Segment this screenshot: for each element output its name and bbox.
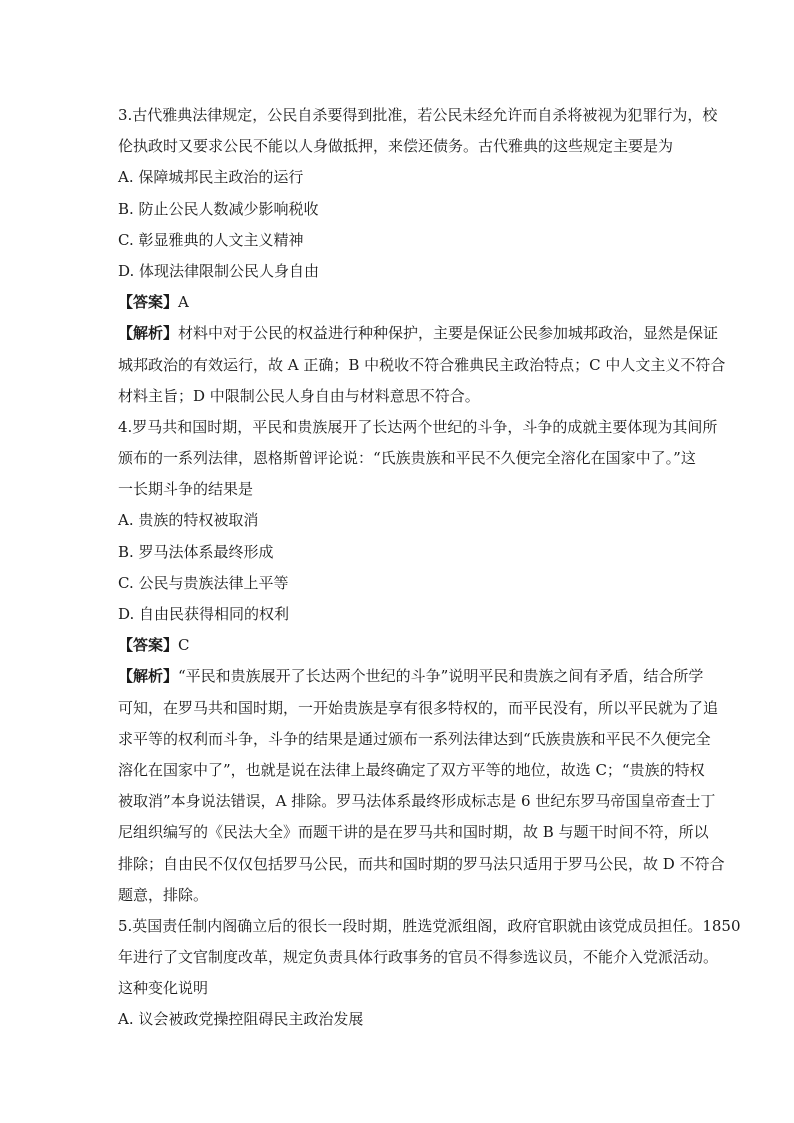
option-d: D. 自由民获得相同的权利 [118, 605, 290, 623]
option-a: A. 贵族的特权被取消 [118, 511, 259, 530]
analysis-text: “平民和贵族展开了长达两个世纪的斗争”说明平民和贵族之间有矛盾，结合所学 [178, 667, 704, 686]
document-content [118, 100, 741, 1036]
option-a: A. 议会被政党操控阻碍民主政治发展 [118, 1010, 364, 1029]
question-stem-line: 颁布的一系列法律，恩格斯曾评论说：“氏族贵族和平民不久便完全溶化在国家中了。”这 [118, 449, 696, 468]
analysis-line: 可知，在罗马共和国时期，一开始贵族是享有很多特权的，而平民没有，所以平民就为了追 [118, 698, 719, 717]
question-stem-line: 伦执政时又要求公民不能以人身做抵押，来偿还债务。古代雅典的这些规定主要是为 [118, 137, 674, 156]
analysis-line: 求平等的权利而斗争，斗争的结果是通过颁布一系列法律达到“氏族贵族和平民不久便完全 [118, 729, 711, 748]
question-stem-line: 4.罗马共和国时期，平民和贵族展开了长达两个世纪的斗争，斗争的成就主要体现为其间所 [118, 417, 718, 436]
analysis-line [118, 318, 719, 349]
question-stem-line: 5.英国责任制内阁确立后的很长一段时期，胜选党派组阁，政府官职就由该党成员担任。1850 [118, 916, 741, 935]
option-c: C. 彰显雅典的人文主义精神 [118, 230, 304, 249]
option-b: B. 防止公民人数减少影响税收 [118, 199, 319, 218]
question-stem-line: 年进行了文官制度改革，规定负责具体行政事务的官员不得参选议员，不能介入党派活动。 [118, 948, 719, 967]
answer-line [118, 630, 678, 661]
answer-line [118, 287, 678, 318]
answer-value: C [178, 636, 190, 655]
answer-value: A [178, 293, 189, 312]
analysis-line: 城邦政治的有效运行，故 A 正确；B 中税收不符合雅典民主政治特点；C 中人文主义不符合 [118, 355, 726, 374]
analysis-text: 材料中对于公民的权益进行种种保护，主要是保证公民参加城邦政治，显然是保证 [178, 324, 719, 343]
analysis-line: 排除；自由民不仅仅包括罗马公民，而共和国时期的罗马法只适用于罗马公民，故 D 不符合 [118, 854, 725, 873]
analysis-tag: 【解析】 [118, 324, 179, 343]
analysis-line [118, 661, 704, 692]
option-b: B. 罗马法体系最终形成 [118, 542, 274, 561]
option-c: C. 公民与贵族法律上平等 [118, 573, 289, 592]
analysis-line: 被取消”本身说法错误，A 排除。罗马法体系最终形成标志是 6 世纪东罗马帝国皇帝查士丁 [118, 792, 716, 811]
answer-tag: 【答案】 [118, 636, 179, 655]
question-4 [118, 412, 725, 911]
analysis-line: 溶化在国家中了”，也就是说在法律上最终确定了双方平等的地位，故选 C；“贵族的特权 [118, 760, 705, 779]
question-5 [118, 911, 741, 1036]
analysis-line: 题意，排除。 [118, 885, 209, 904]
question-stem-line: 这种变化说明 [118, 979, 209, 998]
option-a: A. 保障城邦民主政治的运行 [118, 168, 304, 187]
question-stem-line: 一长期斗争的结果是 [118, 480, 254, 499]
analysis-line: 材料主旨；D 中限制公民人身自由与材料意思不符合。 [118, 386, 480, 405]
analysis-tag: 【解析】 [118, 667, 179, 686]
option-d: D. 体现法律限制公民人身自由 [118, 261, 320, 280]
question-3 [118, 100, 726, 412]
answer-tag: 【答案】 [118, 293, 179, 312]
analysis-line: 尼组织编写的《民法大全》而题干讲的是在罗马共和国时期，故 B 与题干时间不符，所以 [118, 823, 709, 842]
question-stem-line: 3.古代雅典法律规定，公民自杀要得到批准，若公民未经允许而自杀将被视为犯罪行为，校 [118, 106, 718, 124]
